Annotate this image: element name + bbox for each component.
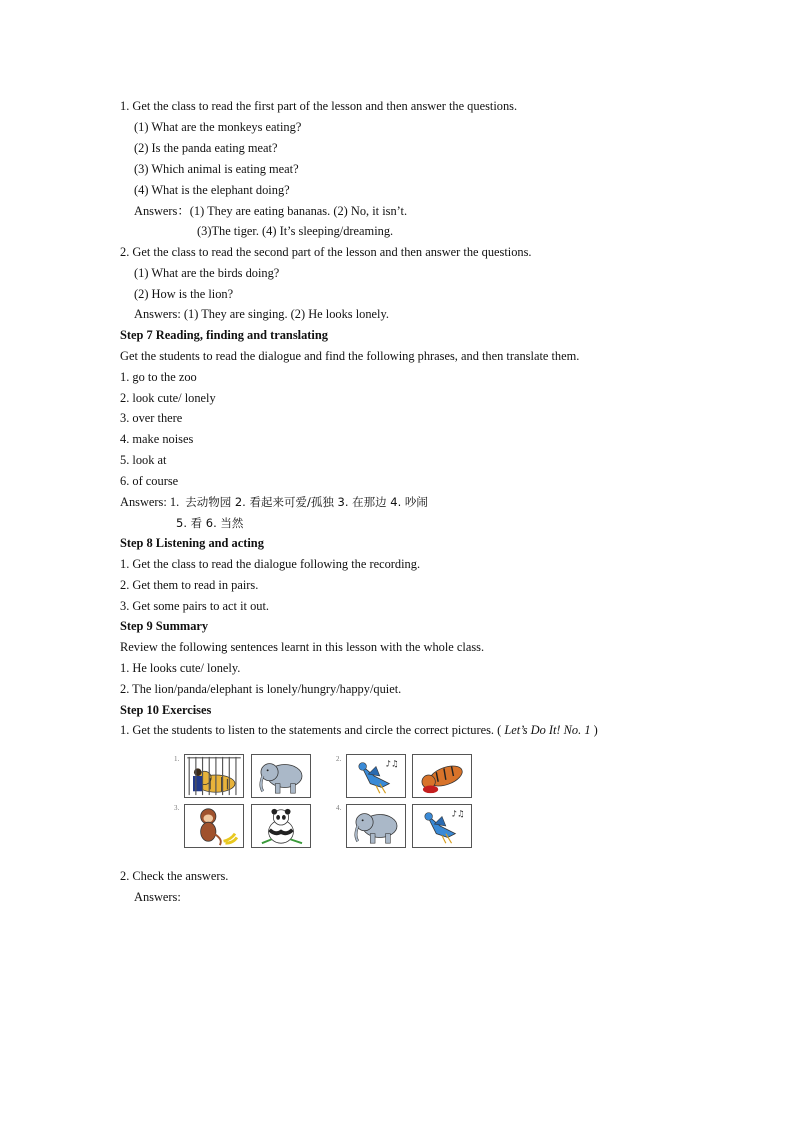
picture-caged-tiger[interactable] [184,754,244,798]
question-3: (3) Which animal is eating meat? [134,162,299,176]
book-reference: Let’s Do It! No. 1 [504,723,591,737]
answers-2: Answers: (1) They are singing. (2) He looks lonely. [134,307,389,321]
step8-item-3: 3. Get some pairs to act it out. [120,599,270,613]
elephant-icon [347,805,405,847]
chinese-answers-1: 去动物园 2. 看起来可爱/孤独 3. 在那边 4. 吵闹 [185,495,428,509]
phrase-3: 3. over there [120,411,183,425]
svg-text:♪♫: ♪♫ [451,809,465,820]
step10-item-1-text: 1. Get the students to listen to the statements and circle the correct pictures. ( [120,723,505,737]
question-2-2: (2) How is the lion? [134,287,234,301]
picture-monkey[interactable] [184,804,244,848]
step7-intro: Get the students to read the dialogue and find the following phrases, and then translate them. [120,349,580,363]
step9-item-2: 2. The lion/panda/elephant is lonely/hungry/happy/quiet. [120,682,402,696]
question-4: (4) What is the elephant doing? [134,183,290,197]
step10-item-1 [120,722,598,738]
answers-label: Answers: 1. [120,495,180,509]
picture-singing-bird-2[interactable] [412,804,472,848]
step10-answers-label: Answers: [134,890,181,904]
step10-item-2: 2. Check the answers. [120,869,229,883]
picture-number-2: 2. [336,755,342,763]
question-intro-2: 2. Get the class to read the second part of the lesson and then answer the questions. [120,245,532,259]
picture-number-4: 4. [336,804,342,812]
panda-icon [252,805,310,847]
phrase-6: 6. of course [120,474,179,488]
svg-text:♪♫: ♪♫ [385,759,399,770]
caged-tiger-icon [185,755,243,797]
phrase-1: 1. go to the zoo [120,370,197,384]
picture-tiger-eating[interactable] [412,754,472,798]
step9-intro: Review the following sentences learnt in this lesson with the whole class. [120,640,485,654]
question-intro-1: 1. Get the class to read the first part of the lesson and then answer the questions. [120,99,518,113]
picture-elephant[interactable] [251,754,311,798]
picture-number-1: 1. [174,755,180,763]
step7-heading: Step 7 Reading, finding and translating [120,328,328,342]
singing-bird-icon [347,755,405,797]
step9-heading: Step 9 Summary [120,619,209,633]
step9-item-1: 1. He looks cute/ lonely. [120,661,241,675]
question-2-1: (1) What are the birds doing? [134,266,280,280]
translation-answers-1 [120,494,428,510]
answers-line-1: Answers：(1) They are eating bananas. (2) No, it isn’t. [134,204,408,218]
picture-panda[interactable] [251,804,311,848]
singing-bird-icon [413,805,471,847]
elephant-icon [252,755,310,797]
step10-item-1-close: ) [590,723,598,737]
picture-singing-bird[interactable] [346,754,406,798]
chinese-answers-2: 5. 看 6. 当然 [176,516,244,530]
step8-heading: Step 8 Listening and acting [120,536,264,550]
answers-line-2: (3)The tiger. (4) It’s sleeping/dreaming. [197,224,394,238]
question-1: (1) What are the monkeys eating? [134,120,302,134]
phrase-4: 4. make noises [120,432,194,446]
step8-item-2: 2. Get them to read in pairs. [120,578,259,592]
step8-item-1: 1. Get the class to read the dialogue following the recording. [120,557,421,571]
step10-heading: Step 10 Exercises [120,703,212,717]
phrase-2: 2. look cute/ lonely [120,391,216,405]
monkey-icon [185,805,243,847]
question-2: (2) Is the panda eating meat? [134,141,278,155]
phrase-5: 5. look at [120,453,167,467]
picture-number-3: 3. [174,804,180,812]
tiger-icon [413,755,471,797]
picture-elephant-2[interactable] [346,804,406,848]
